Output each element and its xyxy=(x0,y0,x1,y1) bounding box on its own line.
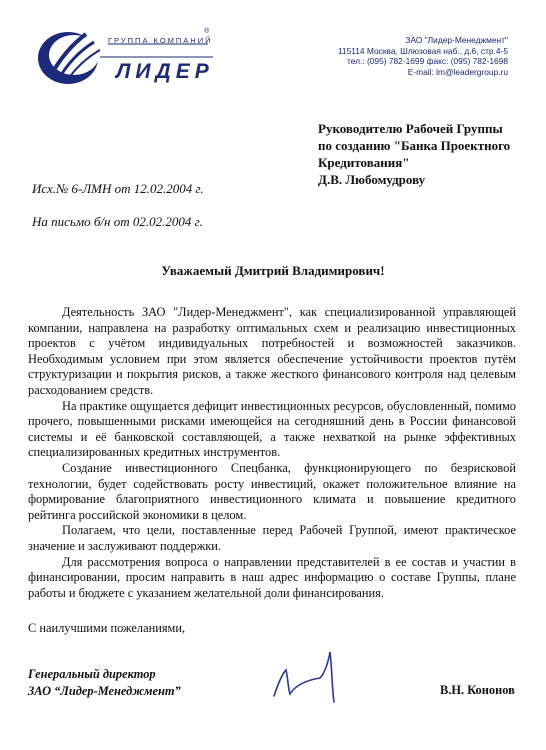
company-logo xyxy=(28,22,218,90)
recipient-line: Кредитования" xyxy=(318,155,410,170)
paragraph: Деятельность ЗАО "Лидер-Менеджмент", как специализированной управляющей компании, направлена на разработку оптимальных схем и реализацию инвестиционных проектов с учётом индивидуальных потребностей и возможностей заказчиков. Необходимым условием при этом является обеспечение устойчивости проектов путём структуризации и покрытия рисков, а также жесткого финансового контроля над целевым расходованием средств. xyxy=(28,305,516,397)
paragraph: Для рассмотрения вопроса о направлении представителей в ее состав и участии в финансировании, просим направить в наш адрес информацию о составе Группы, плане работы и бюджете с указанием желательной доли финансирования. xyxy=(28,554,516,600)
signer-company: ЗАО “Лидер-Менеджмент” xyxy=(28,684,181,698)
recipient-name: Д.В. Любомудрову xyxy=(318,172,426,187)
company-info xyxy=(298,35,508,77)
paragraph: На практике ощущается дефицит инвестиционных ресурсов, обусловленный, помимо прочего, повышенными рисками имеющейся на сегодняшний день в России финансовой системы и её банковской составляющей, а также нехваткой на рынке эффективных специализированных кредитных инструментов. xyxy=(28,398,516,460)
letter-body xyxy=(28,305,516,601)
signer-position: Генеральный директор xyxy=(28,667,156,681)
company-name: ЗАО "Лидер-Менеджмент" xyxy=(405,35,508,45)
company-phone: тел.: (095) 782-1699 факс: (095) 782-1698 xyxy=(346,56,508,66)
outgoing-reference: Исх.№ 6-ЛМН от 12.02.2004 г. xyxy=(32,181,204,196)
reply-reference: На письмо б/н от 02.02.2004 г. xyxy=(32,214,203,229)
handwritten-signature xyxy=(268,644,358,706)
salutation: Уважаемый Дмитрий Владимирович! xyxy=(161,263,385,278)
recipient-block xyxy=(318,120,538,188)
logo-group-text: ГРУППА КОМПАНИЙ xyxy=(108,36,213,45)
recipient-line: по созданию "Банка Проектного xyxy=(318,138,511,153)
closing: С наилучшими пожеланиями, xyxy=(28,621,186,635)
logo-name: ЛИДЕР xyxy=(116,60,214,83)
registered-mark: ® xyxy=(204,28,210,35)
company-email: E-mail: lm@leadergroup.ru xyxy=(407,66,508,77)
company-address: 115114 Москва, Шлюзовая наб., д.6, стр.4-5 xyxy=(337,45,508,56)
recipient-line: Руководителю Рабочей Группы xyxy=(318,121,503,136)
signer-title xyxy=(28,666,181,700)
paragraph: Создание инвестиционного Спецбанка, функционирующего по безрисковой технологии, будет содействовать росту инвестиций, окажет положительное влияние на формирование благоприятного инвестиционного климата и повышение кредитного рейтинга российской экономики в целом. xyxy=(28,460,516,522)
signer-name: В.Н. Кононов xyxy=(440,683,515,697)
paragraph: Полагаем, что цели, поставленные перед Рабочей Группой, имеют практическое значение и заслуживают поддержки. xyxy=(28,523,516,553)
